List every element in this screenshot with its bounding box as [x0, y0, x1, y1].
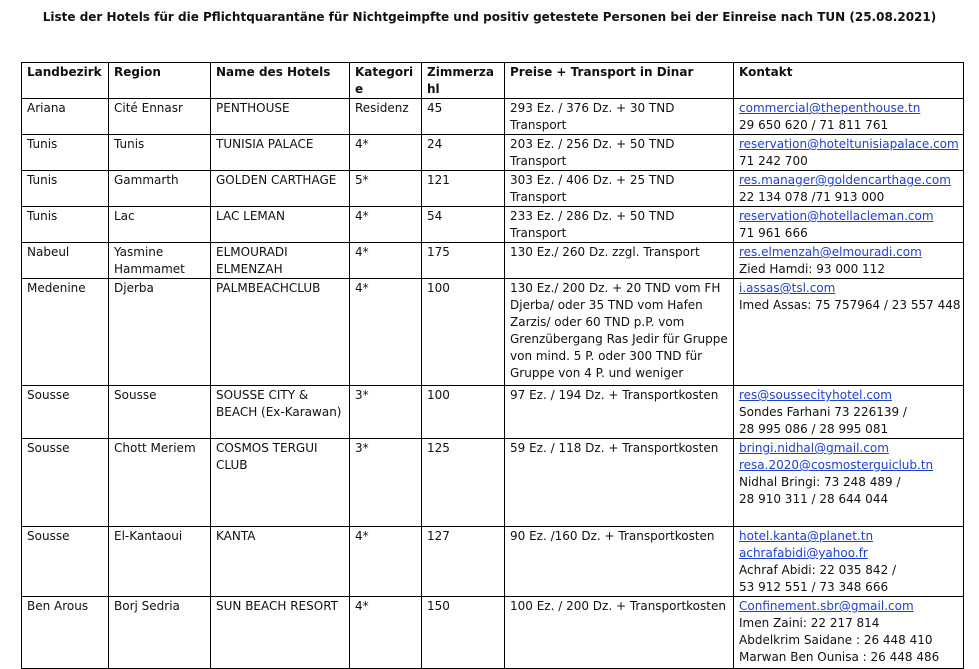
cell-kategorie: Residenz: [350, 99, 422, 135]
cell-region: Djerba: [109, 279, 211, 386]
cell-hotel-name: PALMBEACHCLUB: [211, 279, 350, 386]
cell-region: Sousse: [109, 386, 211, 439]
contact-info: 28 995 086 / 28 995 081: [739, 422, 889, 436]
cell-zimmerzahl: 24: [422, 135, 505, 171]
table-row: [22, 171, 964, 207]
contact-email-link[interactable]: res.manager@goldencarthage.com: [739, 173, 951, 187]
contact-email-link[interactable]: reservation@hoteltunisiapalace.com: [739, 137, 959, 151]
cell-region: Gammarth: [109, 171, 211, 207]
cell-kategorie: 4*: [350, 207, 422, 243]
cell-zimmerzahl: 100: [422, 386, 505, 439]
cell-region: El-Kantaoui: [109, 527, 211, 597]
cell-kontakt: [734, 243, 964, 279]
contact-email-link[interactable]: reservation@hotellacleman.com: [739, 209, 934, 223]
cell-preise: 100 Ez. / 200 Dz. + Transportkosten: [505, 597, 734, 669]
contact-email-link[interactable]: res.elmenzah@elmouradi.com: [739, 245, 922, 259]
table-body: [22, 99, 964, 669]
cell-kontakt: [734, 99, 964, 135]
cell-kontakt: [734, 279, 964, 386]
cell-preise: 97 Ez. / 194 Dz. + Transportkosten: [505, 386, 734, 439]
header-zimmerzahl: Zimmerzahl: [422, 63, 505, 99]
cell-landbezirk: Tunis: [22, 135, 109, 171]
cell-kontakt: [734, 386, 964, 439]
header-preise: Preise + Transport in Dinar: [505, 63, 734, 99]
table-row: [22, 386, 964, 439]
cell-preise: 233 Ez. / 286 Dz. + 50 TND Transport: [505, 207, 734, 243]
cell-preise: 293 Ez. / 376 Dz. + 30 TND Transport: [505, 99, 734, 135]
contact-info: Zied Hamdi: 93 000 112: [739, 262, 885, 276]
cell-zimmerzahl: 125: [422, 439, 505, 527]
contact-info: Marwan Ben Ounisa : 26 448 486: [739, 650, 940, 664]
header-landbezirk: Landbezirk: [22, 63, 109, 99]
contact-info: Abdelkrim Saidane : 26 448 410: [739, 633, 933, 647]
cell-hotel-name: LAC LEMAN: [211, 207, 350, 243]
contact-info: Achraf Abidi: 22 035 842 /: [739, 563, 897, 577]
cell-zimmerzahl: 45: [422, 99, 505, 135]
cell-landbezirk: Ariana: [22, 99, 109, 135]
cell-landbezirk: Sousse: [22, 386, 109, 439]
cell-kontakt: [734, 171, 964, 207]
cell-landbezirk: Ben Arous: [22, 597, 109, 669]
contact-email-link[interactable]: hotel.kanta@planet.tn: [739, 529, 874, 543]
cell-kontakt: [734, 135, 964, 171]
document-title: Liste der Hotels für die Pflichtquarantäne für Nichtgeimpfte und positiv getestete Personen bei der Einreise nach TUN (25.08.2021): [42, 10, 937, 24]
cell-kategorie: 5*: [350, 171, 422, 207]
cell-region: Tunis: [109, 135, 211, 171]
table-row: [22, 439, 964, 527]
table-row: [22, 279, 964, 386]
cell-landbezirk: Sousse: [22, 527, 109, 597]
cell-preise: 59 Ez. / 118 Dz. + Transportkosten: [505, 439, 734, 527]
contact-info: 53 912 551 / 73 348 666: [739, 580, 889, 594]
contact-email-link[interactable]: res@soussecityhotel.com: [739, 388, 892, 402]
contact-info: Imed Assas: 75 757964 / 23 557 448: [739, 298, 961, 312]
contact-info: Sondes Farhani 73 226139 /: [739, 405, 907, 419]
cell-kategorie: 3*: [350, 439, 422, 527]
header-hotel-name: Name des Hotels: [211, 63, 350, 99]
cell-preise: 130 Ez./ 260 Dz. zzgl. Transport: [505, 243, 734, 279]
cell-kategorie: 4*: [350, 279, 422, 386]
cell-hotel-name: TUNISIA PALACE: [211, 135, 350, 171]
table-header-row: [22, 63, 964, 99]
cell-preise: 303 Ez. / 406 Dz. + 25 TND Transport: [505, 171, 734, 207]
cell-kategorie: 4*: [350, 243, 422, 279]
table-row: [22, 243, 964, 279]
cell-landbezirk: Tunis: [22, 171, 109, 207]
table-row: [22, 597, 964, 669]
table-row: [22, 135, 964, 171]
header-region: Region: [109, 63, 211, 99]
cell-landbezirk: Medenine: [22, 279, 109, 386]
cell-landbezirk: Nabeul: [22, 243, 109, 279]
contact-email-link[interactable]: achrafabidi@yahoo.fr: [739, 546, 868, 560]
cell-zimmerzahl: 121: [422, 171, 505, 207]
header-kategorie: Kategorie: [350, 63, 422, 99]
contact-email-link[interactable]: i.assas@tsl.com: [739, 281, 836, 295]
cell-region: Yasmine Hammamet: [109, 243, 211, 279]
table-row: [22, 207, 964, 243]
cell-zimmerzahl: 54: [422, 207, 505, 243]
cell-region: Borj Sedria: [109, 597, 211, 669]
cell-preise: 203 Ez. / 256 Dz. + 50 TND Transport: [505, 135, 734, 171]
cell-hotel-name: PENTHOUSE: [211, 99, 350, 135]
cell-zimmerzahl: 127: [422, 527, 505, 597]
contact-info: 22 134 078 /71 913 000: [739, 190, 885, 204]
table-row: [22, 99, 964, 135]
contact-info: 71 961 666: [739, 226, 808, 240]
contact-info: 71 242 700: [739, 154, 808, 168]
cell-kontakt: [734, 207, 964, 243]
cell-hotel-name: ELMOURADI ELMENZAH: [211, 243, 350, 279]
cell-landbezirk: Tunis: [22, 207, 109, 243]
cell-zimmerzahl: 175: [422, 243, 505, 279]
cell-kategorie: 3*: [350, 386, 422, 439]
contact-info: Imen Zaini: 22 217 814: [739, 616, 880, 630]
header-kontakt: Kontakt: [734, 63, 964, 99]
cell-zimmerzahl: 100: [422, 279, 505, 386]
cell-kategorie: 4*: [350, 527, 422, 597]
contact-email-link[interactable]: bringi.nidhal@gmail.com: [739, 441, 889, 455]
table-row: [22, 527, 964, 597]
cell-region: Cité Ennasr: [109, 99, 211, 135]
cell-kontakt: [734, 527, 964, 597]
contact-email-link[interactable]: Confinement.sbr@gmail.com: [739, 599, 914, 613]
cell-hotel-name: SOUSSE CITY & BEACH (Ex-Karawan): [211, 386, 350, 439]
contact-email-link[interactable]: resa.2020@cosmosterguiclub.tn: [739, 458, 934, 472]
cell-preise: 90 Ez. /160 Dz. + Transportkosten: [505, 527, 734, 597]
contact-email-link[interactable]: commercial@thepenthouse.tn: [739, 101, 921, 115]
cell-hotel-name: KANTA: [211, 527, 350, 597]
cell-hotel-name: SUN BEACH RESORT: [211, 597, 350, 669]
cell-hotel-name: GOLDEN CARTHAGE: [211, 171, 350, 207]
cell-kategorie: 4*: [350, 135, 422, 171]
cell-hotel-name: COSMOS TERGUI CLUB: [211, 439, 350, 527]
cell-region: Chott Meriem: [109, 439, 211, 527]
contact-info: 28 910 311 / 28 644 044: [739, 492, 889, 506]
cell-zimmerzahl: 150: [422, 597, 505, 669]
cell-kontakt: [734, 597, 964, 669]
cell-landbezirk: Sousse: [22, 439, 109, 527]
contact-info: Nidhal Bringi: 73 248 489 /: [739, 475, 901, 489]
cell-region: Lac: [109, 207, 211, 243]
cell-preise: 130 Ez./ 200 Dz. + 20 TND vom FH Djerba/ oder 35 TND vom Hafen Zarzis/ oder 60 TND p.P. vom Grenzübergang Ras Jedir für Gruppe von mind. 5 P. oder 300 TND für Gruppe von 4 P. und weniger: [505, 279, 734, 386]
cell-kategorie: 4*: [350, 597, 422, 669]
hotel-table: [21, 62, 964, 669]
contact-info: 29 650 620 / 71 811 761: [739, 118, 889, 132]
cell-kontakt: [734, 439, 964, 527]
